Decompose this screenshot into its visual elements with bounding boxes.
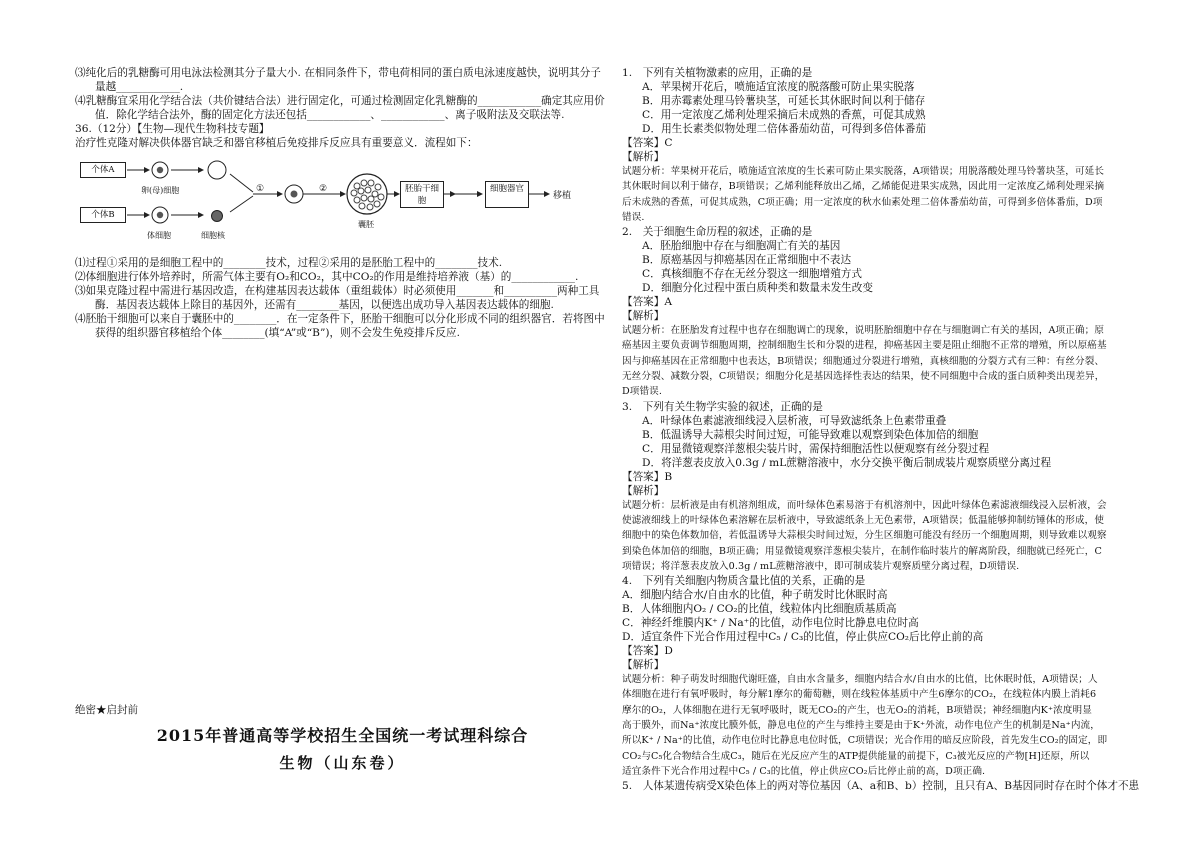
q4-analysis-line: 摩尔的O₂，人体细胞在进行无氧呼吸时，既无CO₂的产生，也无O₂的消耗，B项错误；神经细胞内K⁺浓度明显 — [622, 704, 1092, 716]
left-column — [75, 66, 610, 340]
q1-analysis-line: 错误. — [622, 211, 645, 223]
q3-analysis-line: 细胞中的染色体数加倍，若低温诱导大蒜根尖时间过短，分生区细胞可能没有经历一个细胞周期，则导致难以观察 — [622, 530, 1107, 542]
q2-analysis-line: 癌基因主要负责调节细胞周期，控制细胞生长和分裂的进程，抑癌基因主要是阻止细胞不正常的增殖，所以原癌基 — [622, 340, 1107, 352]
question-36-heading: 36.（12分）【生物—现代生物科技专题】 — [75, 123, 270, 135]
q4-analysis-line: 体细胞在进行有氧呼吸时，每分解1摩尔的葡萄糖，则在线粒体基质中产生6摩尔的CO₂，在线粒体内膜上消耗6 — [622, 689, 1097, 701]
q2-option: A．胚胎细胞中存在与细胞凋亡有关的基因 — [642, 240, 841, 253]
q3-analysis-label: 【解析】 — [622, 484, 665, 497]
q3-answer: 【答案】B — [622, 470, 673, 483]
q4-stem: 4. 下列有关细胞内物质含量比值的关系，正确的是 — [622, 575, 866, 588]
q5-stem: 5. 人体某遗传病受X染色体上的两对等位基因（A、a和B、b）控制，且只有A、B基因同时存在时个体才不患 — [622, 780, 1140, 793]
q3-option: A．叶绿体色素滤液细线浸入层析液，可导致滤纸条上色素带重叠 — [642, 414, 947, 427]
question-36-part-2: ⑵体细胞进行体外培养时，所需气体主要有O₂和CO₂，其中CO₂的作用是维持培养液（基）的____________. — [75, 271, 579, 283]
transplant-label: 移植 — [553, 191, 572, 201]
blastocyst-label: 囊胚 — [358, 220, 374, 229]
step-1-label: ① — [256, 184, 265, 194]
embryonic-stem-cell-box: 胚胎干细胞 — [400, 181, 444, 208]
q4-answer: 【答案】D — [622, 645, 673, 658]
q3-analysis-line: 试题分析：层析液是由有机溶剂组成，而叶绿体色素易溶于有机溶剂中，因此叶绿体色素滤液细线浸入层析液，会 — [622, 499, 1107, 511]
q3-option: C．用显微镜观察洋葱根尖装片时，需保持细胞活性以便观察有丝分裂过程 — [642, 442, 990, 455]
q3-stem: 3. 下列有关生物学实验的叙述，正确的是 — [622, 400, 823, 413]
q2-option: C．真核细胞不存在无丝分裂这一细胞增殖方式 — [642, 268, 862, 281]
text-line: 量越____________. — [95, 81, 184, 93]
text-line: 值．除化学结合法外，酶的固定化方法还包括____________、____________、离子吸附法及交联法等. — [95, 109, 565, 121]
step-2-label: ② — [319, 184, 328, 194]
nucleus-label: 细胞核 — [201, 231, 225, 240]
q2-analysis-line: 无丝分裂、减数分裂，C项错误；细胞分化是基因选择性表达的结果，使不同细胞中合成的蛋白质种类出现差异， — [622, 371, 1105, 383]
q1-option: C．用一定浓度乙烯利处理采摘后未成熟的香蕉，可促其成熟 — [642, 109, 926, 121]
question-36-part-1: ⑴过程①采用的是细胞工程中的________技术，过程②采用的是胚胎工程中的________技术. — [75, 257, 503, 269]
exam-title: 2015年普通高等学校招生全国统一考试理科综合 — [156, 726, 529, 745]
secret-label: 绝密★启封前 — [75, 704, 138, 716]
q4-analysis-line: 试题分析：种子萌发时细胞代谢旺盛，自由水含量多，细胞内结合水/自由水的比值，比休眠时低，A项错误；人 — [622, 674, 1098, 686]
q4-option: B．人体细胞内O₂ / CO₂的比值，线粒体内比细胞质基质高 — [622, 603, 897, 616]
q1-analysis-line: 后未成熟的香蕉，可促其成熟，C项正确；用一定浓度的秋水仙素处理二倍体番茄幼苗，可得到多倍体番茄，D项 — [622, 196, 1103, 208]
exam-header — [75, 702, 610, 773]
q1-option: B．用赤霉素处理马铃薯块茎，可延长其休眠时间以利于储存 — [642, 95, 926, 107]
text-line: ⑷乳糖酶宜采用化学结合法（共价键结合法）进行固定化，可通过检测固定化乳糖酶的____________确定其应用价 — [75, 95, 605, 107]
question-36-part-3: ⑶如果克隆过程中需进行基因改造，在构建基因表达载体（重组载体）时必须使用_______和__________两种工具 — [75, 285, 600, 297]
q4-option: C．神经纤维膜内K⁺ / Na⁺的比值，动作电位时比静息电位时高 — [622, 617, 919, 630]
q1-option: A．苹果树开花后，喷施适宜浓度的脱落酸可防止果实脱落 — [642, 81, 915, 93]
q2-answer: 【答案】A — [622, 296, 673, 309]
q3-option: D．将洋葱表皮放入0.3g / mL蔗糖溶液中，水分交换平衡后制成装片观察质壁分离过程 — [642, 456, 1052, 469]
q4-option: A．细胞内结合水/自由水的比值，种子萌发时比休眠时高 — [622, 589, 888, 602]
q4-analysis-line: 高于膜外，而Na⁺浓度比膜外低，静息电位的产生与维持主要是由于K⁺外流，动作电位产生的机制是Na⁺内流， — [622, 720, 1100, 732]
organ-box: 细胞器官 — [485, 181, 529, 208]
question-36-part-4: ⑷胚胎干细胞可以来自于囊胚中的________．在一定条件下，胚胎干细胞可以分化形成不同的组织器官．若将图中 — [75, 313, 605, 325]
text-line: 治疗性克隆对解决供体器官缺乏和器官移植后免疫排斥反应具有重要意义．流程如下： — [75, 137, 478, 149]
q2-option: D．细胞分化过程中蛋白质种类和数量未发生改变 — [642, 282, 873, 295]
q1-answer: 【答案】C — [622, 137, 673, 149]
body-cell-label: 体细胞 — [147, 231, 171, 240]
q1-analysis-line: 其休眠时间以利于储存，B项错误；乙烯利能释放出乙烯，乙烯能促进果实成熟，因此用一定浓度乙烯利处理采摘 — [622, 181, 1105, 193]
q3-analysis-line: 到染色体加倍的细胞，B项正确；用显微镜观察洋葱根尖装片，在制作临时装片的解离阶段，细胞就已经死亡，C — [622, 545, 1102, 557]
individual-b-box: 个体B — [80, 207, 126, 223]
q2-analysis-line: 试题分析：在胚胎发育过程中也存在细胞调亡的现象，说明胚胎细胞中存在与细胞调亡有关的基因，A项正确；原 — [622, 325, 1105, 337]
q4-option: D．适宜条件下光合作用过程中C₅ / C₃的比值，停止供应CO₂后比停止前的高 — [622, 631, 984, 644]
q4-analysis-line: CO₂与C₅化合物结合生成C₃，随后在光反应产生的ATP提供能量的前提下，C₃被光反应的产物[H]还原，所以 — [622, 750, 1090, 762]
q2-analysis-label: 【解析】 — [622, 310, 665, 323]
q1-analysis-label: 【解析】 — [622, 151, 665, 163]
q2-analysis-line: D项错误. — [622, 386, 663, 398]
question-36-part-4-cont: 获得的组织器官移植给个体________(填“A”或“B”)，则不会发生免疫排斥反应. — [95, 327, 460, 339]
individual-a-box: 个体A — [80, 162, 126, 178]
text-line: ⑶纯化后的乳糖酶可用电泳法检测其分子量大小. 在相同条件下，带电荷相同的蛋白质电泳速度越快，说明其分子 — [75, 67, 601, 79]
egg-cell-label: 卵(母)细胞 — [141, 186, 180, 195]
cloning-flow-diagram — [75, 152, 610, 252]
q4-analysis-label: 【解析】 — [622, 659, 665, 672]
question-36-part-3-cont: 酶．基因表达载体上除目的基因外，还需有________基因，以便选出成功导入基因表达载体的细胞. — [95, 299, 554, 311]
q1-stem: 1. 下列有关植物激素的应用，正确的是 — [622, 67, 813, 79]
q2-stem: 2. 关于细胞生命历程的叙述，正确的是 — [622, 226, 813, 239]
q1-option: D．用生长素类似物处理二倍体番茄幼苗，可得到多倍体番茄 — [642, 123, 926, 135]
q2-option: B．原癌基因与抑癌基因在正常细胞中不表达 — [642, 254, 852, 267]
q1-analysis-line: 试题分析：苹果树开花后，喷施适宜浓度的生长素可防止果实脱落，A项错误；用脱落酸处理马铃薯块茎，可延长 — [622, 166, 1105, 177]
q3-analysis-line: 项错误；将洋葱表皮放入0.3g / mL蔗糖溶液中，即可制成装片观察质壁分离过程，D项错误. — [622, 560, 1020, 572]
q4-analysis-line: 所以K⁺ / Na⁺的比值，动作电位时比静息电位时低，C项错误；光合作用的暗反应阶段，首先发生CO₂的固定，即 — [622, 735, 1108, 747]
right-column — [622, 66, 1150, 793]
exam-subtitle: 生物（山东卷） — [279, 754, 406, 772]
q4-analysis-line: 适宜条件下光合作用过程中C₅ / C₃的比值，停止供应CO₂后比停止前的高，D项正确. — [622, 765, 986, 777]
q2-analysis-line: 因与抑癌基因在正常细胞中也表达，B项错误；细胞通过分裂进行增殖，真核细胞的分裂方式有三种：有丝分裂、 — [622, 355, 1105, 367]
q3-option: B．低温诱导大蒜根尖时间过短，可能导致难以观察到染色体加倍的细胞 — [642, 428, 979, 441]
q3-analysis-line: 使滤液细线上的叶绿体色素溶解在层析液中，导致滤纸条上无色素带，A项错误；低温能够抑制纺锤体的形成，使 — [622, 514, 1105, 526]
